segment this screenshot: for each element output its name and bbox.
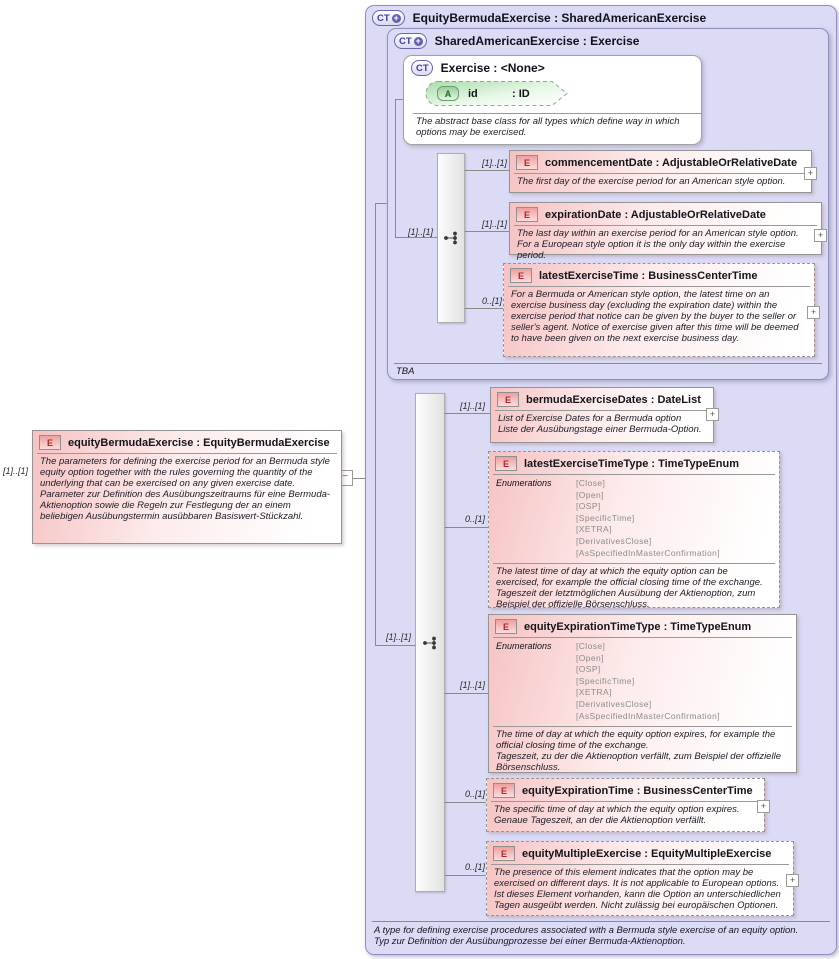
element-title-row [510, 151, 811, 173]
element-title: bermudaExerciseDates : DateList [526, 393, 701, 406]
description-line-en: The parameters for defining the exercise period for an Bermuda style equity option together with the rules governing the quantity of the underlying that can be exercised on any given exercise date. [40, 456, 330, 489]
enumeration-value: [OSP] [576, 664, 601, 675]
element-badge-icon: E [495, 619, 517, 634]
enumeration-value: [OSP] [576, 501, 601, 512]
enumeration-value: [AsSpecifiedInMasterConfirmation] [576, 547, 721, 558]
complex-type-annotation [396, 366, 820, 377]
element-box-equityBermudaExercise[interactable] [32, 430, 342, 544]
attribute-name: id [468, 87, 478, 100]
cardinality-label: [1]..[1] [385, 632, 411, 642]
element-title: expirationDate : AdjustableOrRelativeDate [545, 208, 766, 221]
enumeration-value: [Open] [576, 652, 604, 663]
description-line-en: The latest time of day at which the equity option can be exercised, for example the official closing time of the exchange. [496, 566, 763, 589]
connector-line [395, 99, 403, 100]
element-box-equityExpirationTimeType[interactable] [488, 614, 797, 773]
annotation-line: TBA [396, 366, 415, 377]
cardinality-label: [1]..[1] [407, 227, 433, 237]
connector-line [443, 527, 488, 528]
cardinality-label: [1]..[1] [459, 680, 485, 690]
element-badge-icon: E [493, 846, 515, 861]
connector-line [443, 693, 488, 694]
element-box-bermudaExerciseDates[interactable] [490, 387, 714, 443]
enumerations-label: Enumerations [496, 641, 552, 651]
collapse-icon[interactable]: − [337, 470, 353, 486]
footer-divider [372, 921, 830, 922]
element-badge-icon: E [495, 456, 517, 471]
expand-icon[interactable]: + [706, 408, 719, 421]
complex-type-box-Exercise[interactable] [403, 55, 702, 145]
element-description [491, 801, 760, 829]
cardinality-label: 0..[1] [464, 789, 485, 799]
description-line-de: Liste der Ausübungstage einer Bermuda-Option. [498, 424, 702, 435]
element-description [491, 864, 789, 914]
element-title-row [33, 431, 341, 453]
cardinality-label: [1]..[1] [481, 158, 507, 168]
enumeration-value: [XETRA] [576, 687, 612, 698]
element-title-row [504, 264, 814, 286]
cardinality-label: [1]..[1] [459, 401, 485, 411]
expand-icon[interactable]: + [757, 800, 770, 813]
expand-icon[interactable]: + [804, 167, 817, 180]
sequence-indicator[interactable] [415, 393, 445, 892]
description-line-en: The time of day at which the equity option expires, for example the official closing time of the exchange. [496, 729, 776, 752]
connector-line [375, 203, 376, 645]
complex-type-annotation [374, 925, 826, 947]
expand-icon[interactable]: + [814, 229, 827, 242]
enumeration-value: [Open] [576, 489, 604, 500]
badge-text: CT [399, 35, 412, 47]
cardinality-label: 0..[1] [481, 296, 502, 306]
cardinality-label: 0..[1] [464, 862, 485, 872]
description-line-en: The specific time of day at which the equity option expires. [494, 804, 740, 815]
enumerations-section [493, 474, 775, 563]
connector-line [463, 308, 503, 309]
element-box-equityExpirationTime[interactable] [486, 778, 765, 832]
element-box-latestExerciseTimeType[interactable] [488, 451, 780, 611]
element-title-row [491, 388, 713, 410]
complex-type-badge-icon [411, 60, 433, 76]
element-box-commencementDate[interactable] [509, 150, 812, 193]
connector-line [395, 99, 396, 237]
connector-line [443, 413, 490, 414]
element-badge-icon: E [493, 783, 515, 798]
element-badge-icon: E [39, 435, 61, 450]
description-line-de: Ist dieses Element vorhanden, kann die Option an unterschiedlichen Tagen ausgeübt werden. Nicht zulässig bei europäischen Optionen. [494, 889, 781, 911]
element-description [493, 726, 792, 776]
description-line-de: Genaue Tageszeit, an der die Aktienoption verfällt. [494, 815, 707, 826]
element-title-row [489, 452, 779, 474]
element-badge-icon: E [516, 207, 538, 222]
element-badge-icon: E [497, 392, 519, 407]
cardinality-label: [1]..[1] [3, 466, 29, 476]
enumeration-value: [Close] [576, 478, 606, 488]
element-title: equityMultipleExercise : EquityMultipleExercise [522, 847, 772, 860]
element-title-row [510, 203, 821, 225]
enumeration-value: [DerivativesClose] [576, 698, 652, 709]
complex-type-badge-icon [372, 10, 405, 26]
description-line-de: Parameter zur Definition des Ausübungszeitraums für eine Bermuda-Aktienoption sowie die Regeln zur Festlegung der an einem beliebigen Ausübungstermin ausübbaren Basiswert-Stückzahl. [40, 489, 331, 522]
complex-type-title: SharedAmericanExercise : Exercise [434, 34, 640, 48]
description-line-en: The first day of the exercise period for an American style option. [517, 176, 786, 187]
element-title: equityBermudaExercise : EquityBermudaExercise [68, 436, 330, 449]
description-line-en: The last day within an exercise period for an American style option. For a European style option it is the only day within the exercise period. [517, 228, 799, 261]
derived-plus-icon: + [415, 35, 421, 46]
expand-icon[interactable]: + [786, 874, 799, 887]
description-line-en: List of Exercise Dates for a Bermuda option [498, 413, 682, 424]
element-description [514, 173, 807, 190]
element-description [508, 286, 810, 347]
complex-type-title: Exercise : <None> [440, 61, 545, 75]
enumeration-value: [AsSpecifiedInMasterConfirmation] [576, 710, 721, 721]
element-title: latestExerciseTime : BusinessCenterTime [539, 269, 758, 282]
enumerations-section [493, 637, 792, 726]
expand-icon[interactable]: + [807, 306, 820, 319]
sequence-icon [443, 231, 459, 245]
cardinality-label: [1]..[1] [481, 219, 507, 229]
connector-line [375, 203, 387, 204]
derived-plus-icon: + [393, 12, 399, 23]
connector-line [375, 645, 415, 646]
complex-type-title: EquityBermudaExercise : SharedAmericanExercise [412, 11, 707, 25]
element-description [514, 225, 817, 264]
complex-type-header [394, 33, 639, 49]
element-title-row [487, 779, 764, 801]
element-description [37, 453, 337, 525]
enumeration-value: [SpecificTime] [576, 512, 635, 523]
element-title: equityExpirationTime : BusinessCenterTime [522, 784, 753, 797]
element-badge-icon: E [516, 155, 538, 170]
element-title: latestExerciseTimeType : TimeTypeEnum [524, 457, 739, 470]
connector-line [395, 237, 437, 238]
element-title: equityExpirationTimeType : TimeTypeEnum [524, 620, 752, 633]
description-line-de: Tageszeit, zu der die Aktienoption verfällt, zum Beispiel der offizielle Börsenschluss. [496, 751, 781, 774]
connector-line [463, 231, 509, 232]
cardinality-label: 0..[1] [464, 514, 485, 524]
connector-line [443, 802, 486, 803]
badge-text: CT [416, 62, 429, 74]
attribute-content [424, 80, 574, 107]
element-box-expirationDate[interactable] [509, 202, 824, 261]
enumeration-values [576, 478, 720, 559]
attribute-badge-icon: A [437, 86, 459, 101]
enumeration-value: [DerivativesClose] [576, 535, 652, 546]
connector-line [443, 875, 486, 876]
element-box-latestExerciseTime[interactable] [503, 263, 815, 357]
enumerations-label: Enumerations [496, 478, 552, 488]
connector-line [463, 170, 509, 171]
enumeration-value: [Close] [576, 641, 606, 651]
description-line: The abstract base class for all types which define way in which options may be exercised. [416, 116, 680, 138]
description-line-en: For a Bermuda or American style option, the latest time on an exercise business day (excluding the expiration date) within the exercise period that notice can be given by the buyer to the seller or seller's agent. Notice of exercise given after this time will be deemed to have been given on the next exercise business day. [511, 289, 799, 344]
complex-type-header [372, 10, 706, 26]
annotation-line-en: A type for defining exercise procedures associated with a Bermuda style exercise of an equity option. [374, 925, 799, 936]
complex-type-header [411, 60, 545, 76]
badge-text: CT [377, 12, 390, 24]
description-line-en: The presence of this element indicates that the option may be exercised on different days. It is not applicable to European options. [494, 867, 780, 889]
complex-type-description [413, 113, 702, 141]
description-line-de: Tageszeit der letztmöglichen Ausübung der Aktienoption, zum Beispiel der offizielle Börsenschluss. [496, 588, 756, 611]
sequence-icon [422, 636, 438, 650]
enumeration-value: [XETRA] [576, 524, 612, 535]
element-description [493, 563, 775, 613]
footer-divider [394, 363, 822, 364]
complex-type-badge-icon [394, 33, 427, 49]
attribute-box-id[interactable] [424, 80, 574, 107]
element-title: commencementDate : AdjustableOrRelativeDate [545, 156, 798, 169]
element-box-equityMultipleExercise[interactable] [486, 841, 794, 916]
connector-line [352, 478, 365, 479]
attribute-type: : ID [512, 87, 530, 100]
enumeration-values [576, 641, 720, 722]
element-description [495, 410, 709, 438]
enumeration-value: [SpecificTime] [576, 675, 635, 686]
element-title-row [487, 842, 793, 864]
annotation-line-de: Typ zur Definition der Ausübungprozesse bei einer Bermuda-Aktienoption. [374, 936, 686, 947]
element-title-row [489, 615, 796, 637]
element-badge-icon: E [510, 268, 532, 283]
